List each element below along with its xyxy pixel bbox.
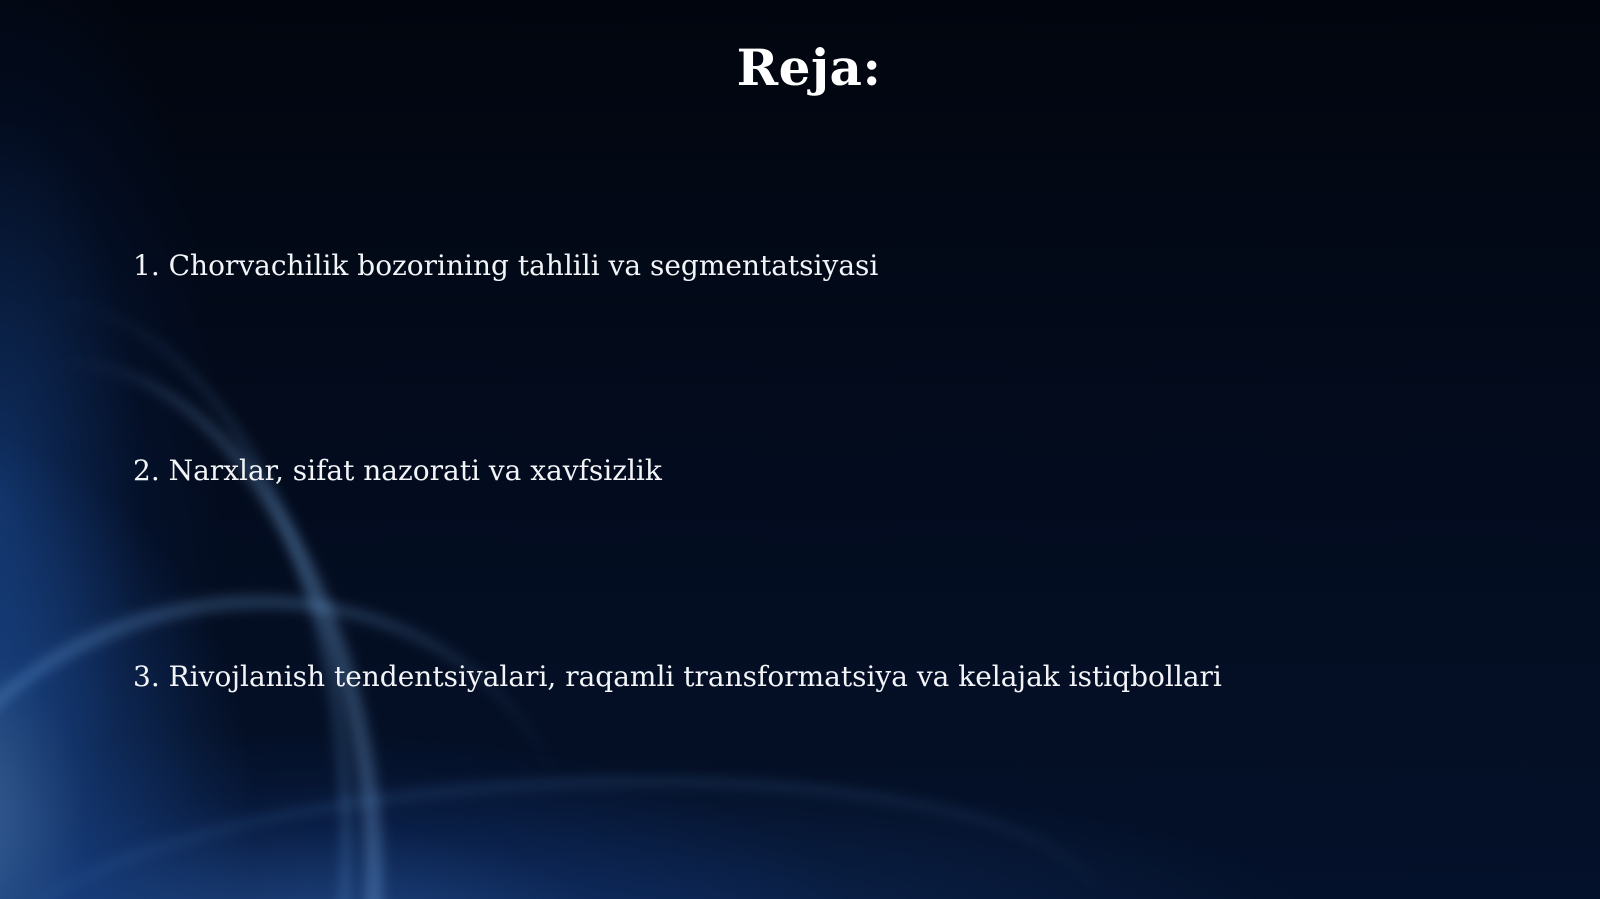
slide-title: Reja: [736,38,882,97]
background-light-streak [0,507,658,899]
plan-item-1: 1. Chorvachilik bozorining tahlili va segmentatsiyasi [133,249,879,282]
plan-item-3: 3. Rivojlanish tendentsiyalari, raqamli transformatsiya va kelajak istiqbollari [133,660,1222,693]
background-light-streak [0,327,438,899]
background-light-streak [0,281,384,899]
plan-item-2: 2. Narxlar, sifat nazorati va xavfsizlik [133,454,662,487]
background-light-streak [0,751,1107,899]
